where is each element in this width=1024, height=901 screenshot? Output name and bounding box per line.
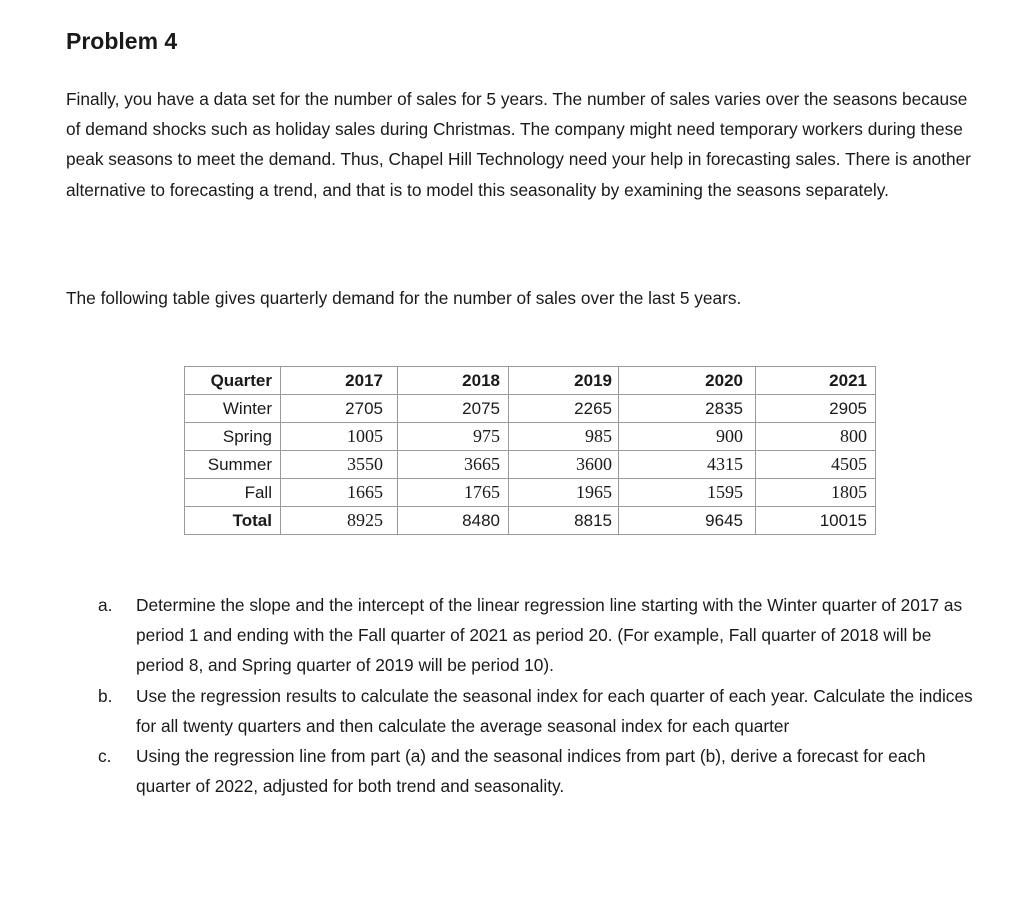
table-cell: 1965 <box>509 479 619 507</box>
header-2020: 2020 <box>619 367 756 395</box>
table-header-row <box>185 367 876 395</box>
row-label: Fall <box>185 479 281 507</box>
table-row-fall <box>185 479 876 507</box>
question-marker: a. <box>98 595 113 615</box>
table-cell: 4315 <box>619 451 756 479</box>
header-2018: 2018 <box>398 367 509 395</box>
row-label: Winter <box>185 395 281 423</box>
header-quarter: Quarter <box>185 367 281 395</box>
header-2021: 2021 <box>756 367 876 395</box>
table-cell: 3550 <box>281 451 398 479</box>
table-cell: 3665 <box>398 451 509 479</box>
table-cell-total: 9645 <box>619 507 756 535</box>
table-cell-total: 8925 <box>281 507 398 535</box>
table-row-winter <box>185 395 876 423</box>
question-text: Use the regression results to calculate the seasonal index for each quarter of each year. Calculate the indices for all twenty quarters and then calculate the average seasonal index for each quarter <box>136 685 973 736</box>
question-marker: c. <box>98 746 112 767</box>
table-cell: 4505 <box>756 451 876 479</box>
table-cell: 2705 <box>281 395 398 423</box>
table-cell: 1595 <box>619 479 756 507</box>
table-cell: 1765 <box>398 479 509 507</box>
intro-paragraph: Finally, you have a data set for the number of sales for 5 years. The number of sales varies over the seasons because of demand shocks such as holiday sales during Christmas. The company might need temporary workers during these peak seasons to meet the demand. Thus, Chapel Hill Technology need your help in forecasting sales. There is another alternative to forecasting a trend, and that is to model this seasonality by examining the seasons separately. <box>66 89 971 200</box>
question-list <box>66 590 976 801</box>
header-2019: 2019 <box>509 367 619 395</box>
row-label-total: Total <box>185 507 281 535</box>
table-cell: 800 <box>756 423 876 451</box>
table-cell: 1805 <box>756 479 876 507</box>
question-text: Using the regression line from part (a) and the seasonal indices from part (b), derive a forecast for each quarter of 2022, adjusted for both trend and seasonality. <box>136 746 926 797</box>
page-title: Problem 4 <box>66 28 178 54</box>
question-text: Determine the slope and the intercept of the linear regression line starting with the Winter quarter of 2017 as period 1 and ending with the Fall quarter of 2021 as period 20. (For example, Fall quarter of 2018 will be period 8, and Spring quarter of 2019 will be period 10). <box>136 595 963 676</box>
table-row-total <box>185 507 876 535</box>
table-cell: 975 <box>398 423 509 451</box>
row-label: Summer <box>185 451 281 479</box>
sales-table <box>184 366 876 535</box>
question-marker: b. <box>98 685 113 706</box>
question-item-a <box>66 590 976 681</box>
table-row-spring <box>185 423 876 451</box>
table-cell-total: 10015 <box>756 507 876 535</box>
table-cell: 1005 <box>281 423 398 451</box>
question-item-b <box>66 681 976 741</box>
row-label: Spring <box>185 423 281 451</box>
table-cell-total: 8815 <box>509 507 619 535</box>
header-2017: 2017 <box>281 367 398 395</box>
table-lead-paragraph: The following table gives quarterly demand for the number of sales over the last 5 years. <box>66 288 742 308</box>
table-cell: 2905 <box>756 395 876 423</box>
table-cell: 3600 <box>509 451 619 479</box>
table-cell-total: 8480 <box>398 507 509 535</box>
table-cell: 2265 <box>509 395 619 423</box>
table-row-summer <box>185 451 876 479</box>
table-cell: 2835 <box>619 395 756 423</box>
table-cell: 900 <box>619 423 756 451</box>
table-cell: 1665 <box>281 479 398 507</box>
table-cell: 985 <box>509 423 619 451</box>
question-item-c <box>66 741 976 801</box>
table-cell: 2075 <box>398 395 509 423</box>
